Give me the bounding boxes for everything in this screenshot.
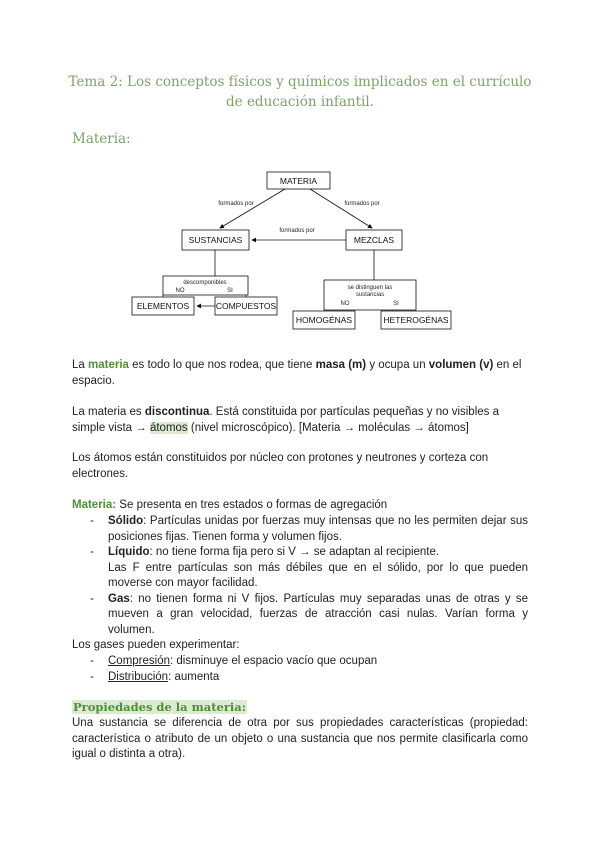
term-atomos: átomos bbox=[149, 421, 188, 434]
list-item-distribucion: - Distribución: aumenta bbox=[90, 670, 220, 683]
label-mezclas: MEZCLAS bbox=[353, 235, 395, 245]
label-sustancias: SUSTANCIAS bbox=[188, 235, 243, 245]
label-materia: MATERIA bbox=[279, 176, 318, 186]
label-elementos: ELEMENTOS bbox=[136, 301, 190, 311]
states-list bbox=[90, 514, 528, 638]
label-no-right: NO bbox=[340, 301, 350, 307]
title-line-1: Tema 2: Los conceptos físicos y químicos implicados en el currículo bbox=[68, 74, 532, 90]
title-line-2: de educación infantil. bbox=[226, 94, 374, 110]
label-si-left: SI bbox=[227, 288, 233, 294]
liquido-extra-text: Las F entre partículas son más débiles que en el sólido, por lo que pueden moverse con mayor facilidad. bbox=[108, 561, 528, 589]
p2-text-3: (nivel microscópico). [Materia → moléculas → átomos] bbox=[187, 421, 469, 434]
label-distinguen-1: se distinguen las bbox=[347, 285, 393, 291]
list-item-compresion: - Compresión: disminuye el espacio vacío que ocupan bbox=[90, 655, 378, 667]
p1-text-2: es todo lo que nos rodea, que tiene bbox=[128, 359, 316, 371]
term-gas: Gas bbox=[108, 592, 130, 605]
list-item-liquido: - Líquido: no tiene forma fija pero si V → se adaptan al recipiente. Las F entre partículas son más débiles que en el sólido, por lo que pueden moverse con mayor facilidad. bbox=[90, 545, 528, 592]
arrow-materia-sustancias bbox=[220, 189, 285, 228]
states-intro bbox=[72, 498, 528, 514]
label-formados-left: formados por bbox=[218, 201, 254, 207]
section-heading-materia: Materia: bbox=[72, 131, 131, 147]
gases-list bbox=[90, 654, 528, 685]
p1-text-4: en el espacio. bbox=[72, 359, 522, 387]
gas-text: : no tienen forma ni V fijos. Partículas muy separadas unas de otras y se mueven a gran velocidad, fuerzas de atracción casi nulas. Varían forma y volumen. bbox=[108, 592, 528, 636]
p2-text-1: La materia es bbox=[72, 406, 145, 418]
term-liquido: Líquido bbox=[108, 546, 150, 558]
label-heterogenas: HETEROGÉNAS bbox=[383, 315, 449, 325]
label-formados-right: formados por bbox=[344, 201, 380, 207]
liquido-text: : no tiene forma fija pero si V → se adaptan al recipiente. bbox=[149, 546, 440, 558]
label-descomponibles: descomponibles bbox=[183, 280, 227, 286]
states-label: Materia: bbox=[72, 499, 117, 511]
p1-text-3: y ocupa un bbox=[366, 359, 429, 371]
label-homogenas: HOMOGÉNAS bbox=[295, 315, 353, 325]
label-si-right: SI bbox=[393, 301, 399, 307]
label-no-left: NO bbox=[175, 288, 185, 294]
term-solido: Sólido bbox=[108, 515, 144, 527]
compresion-text: : disminuye el espacio vacío que ocupan bbox=[170, 655, 378, 667]
label-formados-mid: formados por bbox=[279, 228, 315, 234]
states-intro-text: Se presenta en tres estados o formas de agregación bbox=[116, 499, 388, 511]
gases-intro: Los gases pueden experimentar: bbox=[72, 639, 240, 651]
p1-text-1: La bbox=[72, 359, 88, 371]
solido-text: : Partículas unidas por fuerzas muy intensas que no les permiten dejar sus posiciones fijas. Tienen forma y volumen fijos. bbox=[108, 515, 528, 543]
term-masa: masa (m) bbox=[315, 359, 367, 371]
paragraph-propiedades: Una sustancia se diferencia de otra por sus propiedades características (propiedad: característica o atributo de un objeto o una sustancia que nos permite clasificarla como igual o distinta a otra). bbox=[72, 717, 528, 760]
term-discontinua: discontinua bbox=[144, 406, 210, 418]
term-materia: materia bbox=[88, 359, 129, 371]
paragraph-atomos: Los átomos están constituidos por núcleo con protones y neutrones y corteza con electrones. bbox=[72, 452, 489, 480]
materia-concept-map bbox=[0, 0, 600, 340]
list-item-gas: - Gas: no tienen forma ni V fijos. Partículas muy separadas unas de otras y se mueven a gran velocidad, fuerzas de atracción casi nulas. Varían forma y volumen. bbox=[90, 592, 528, 636]
paragraph-materia-definition bbox=[72, 358, 528, 389]
list-item-solido: - Sólido: Partículas unidas por fuerzas muy intensas que no les permiten dejar sus posiciones fijas. Tienen forma y volumen fijos. bbox=[90, 515, 528, 543]
paragraph-discontinua bbox=[72, 405, 528, 436]
section-heading-propiedades: Propiedades de la materia: bbox=[73, 700, 246, 714]
distribucion-text: : aumenta bbox=[168, 670, 220, 683]
label-compuestos: COMPUESTOS bbox=[215, 301, 277, 311]
term-distribucion: Distribución bbox=[108, 670, 169, 683]
term-compresion: Compresión bbox=[108, 655, 170, 667]
p2-text-2: . Está constituida por partículas pequeñas y no visibles a simple vista → bbox=[72, 406, 499, 434]
label-distinguen-2: sustancias bbox=[355, 292, 385, 298]
term-volumen: volumen (v) bbox=[428, 359, 494, 371]
arrow-materia-mezclas bbox=[310, 189, 372, 228]
